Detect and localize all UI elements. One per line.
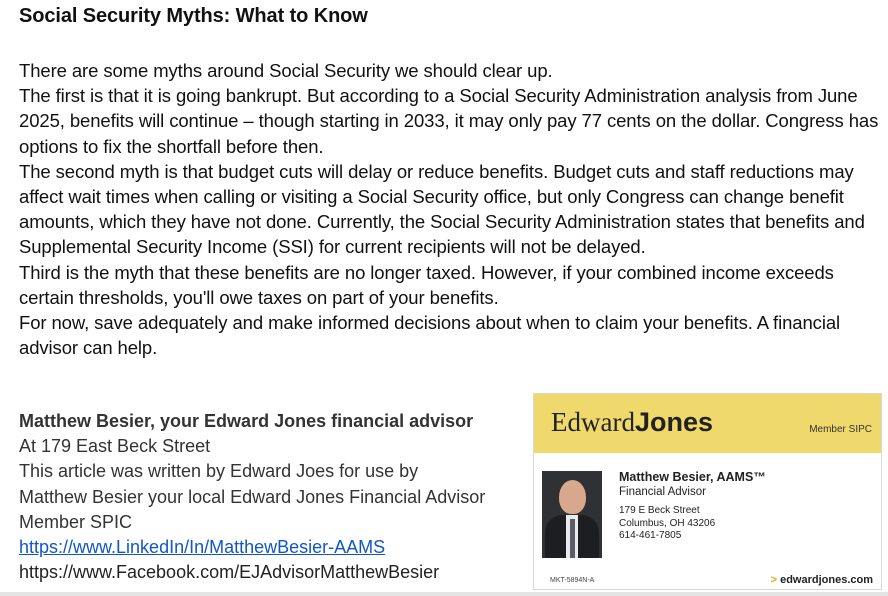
edward-jones-logo: [551, 407, 713, 438]
card-website: [771, 574, 873, 586]
paragraph-myth-3: Third is the myth that these benefits are no longer taxed. However, if your combined income exceeds certain thresholds, you'll owe taxes on part of your benefits.: [19, 261, 834, 308]
card-advisor-title: Financial Advisor: [619, 486, 706, 498]
card-street: 179 E Beck Street: [619, 505, 700, 516]
business-card: [533, 393, 882, 590]
advisor-footer: [19, 409, 529, 585]
logo-jones: Jones: [634, 407, 714, 437]
linkedin-link[interactable]: https://www.LinkedIn/In/MatthewBesier-AAMS: [19, 537, 386, 558]
card-website-text: edwardjones.com: [780, 574, 873, 586]
written-by-line-1: This article was written by Edward Joes for use by: [19, 461, 419, 482]
paragraph-conclusion: For now, save adequately and make informed decisions about when to claim your benefits. A financial advisor can help.: [19, 312, 841, 359]
card-address: [619, 505, 715, 543]
member-sipc: Member SIPC: [809, 424, 872, 435]
chevron-right-icon: >: [770, 574, 778, 586]
card-city: Columbus, OH 43206: [619, 517, 716, 529]
advisor-line: Matthew Besier, your Edward Jones financial advisor: [19, 411, 474, 431]
card-phone: 614-461-7805: [619, 530, 682, 542]
facebook-url: https://www.Facebook.com/EJAdvisorMatthewBesier: [19, 562, 440, 583]
written-by-line-2: Matthew Besier your local Edward Jones Financial Advisor: [19, 486, 486, 507]
paragraph-myth-1: The first is that it is going bankrupt. But according to a Social Security Administration analysis from June 2025, benefits will continue – though starting in 2033, it may only pay 77 cents on the dollar. Congress has options to fix the shortfall before then.: [19, 85, 879, 157]
advisor-photo: [542, 471, 602, 558]
address-line: At 179 East Beck Street: [19, 436, 211, 457]
card-advisor-name: Matthew Besier, AAMS™: [619, 470, 766, 484]
bottom-divider: [0, 592, 888, 596]
card-header: [534, 394, 881, 453]
card-code: MKT-5894N-A: [550, 577, 595, 584]
member-line: Member SPIC: [19, 511, 133, 532]
article-body: [19, 58, 881, 360]
logo-edward: Edward: [551, 407, 635, 437]
article-title: Social Security Myths: What to Know: [19, 5, 368, 27]
paragraph-intro: There are some myths around Social Security we should clear up.: [19, 60, 553, 81]
paragraph-myth-2: The second myth is that budget cuts will delay or reduce benefits. Budget cuts and staff reductions may affect wait times when calling or visiting a Social Security office, but only Congress can change benefit amounts, which they have not done. Currently, the Social Security Administration states that benefits and Supplemental Security Income (SSI) for current recipients will not be delayed.: [19, 160, 865, 258]
